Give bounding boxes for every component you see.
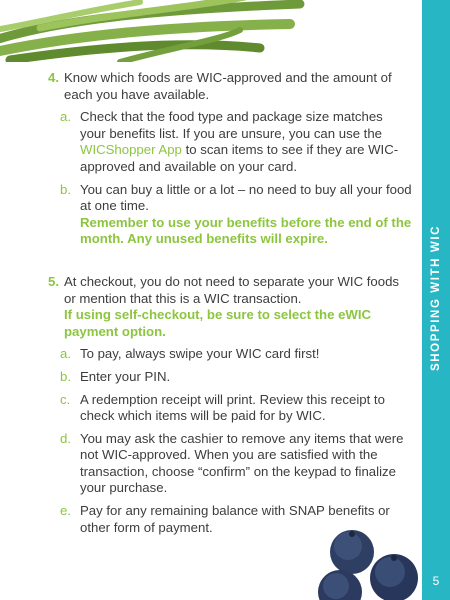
- sub-letter: e.: [60, 503, 71, 519]
- green-beans-image: [0, 0, 310, 62]
- sub-item-d: [48, 431, 412, 497]
- item-number: 5.: [48, 273, 59, 289]
- sub-text: You can buy a little or a lot – no need to buy all your food at one time.: [80, 181, 412, 214]
- sub-letter: a.: [60, 109, 71, 125]
- content: [48, 70, 412, 536]
- wicshopper-app-link[interactable]: WICShopper App: [80, 142, 182, 158]
- sub-item-e: [48, 503, 412, 536]
- item-text: At checkout, you do not need to separate your WIC foods or mention that this is a WIC transaction.: [64, 273, 400, 306]
- page-number: 5: [432, 574, 440, 588]
- sub-text: Pay for any remaining balance with SNAP benefits or other form of payment.: [80, 503, 390, 535]
- sub-text: To pay, always swipe your WIC card first!: [80, 346, 320, 362]
- sub-letter: c.: [60, 391, 71, 407]
- blueberries-image: [314, 526, 422, 600]
- sub-text: to scan items to see if they are WIC-approved and available on your card.: [80, 142, 399, 174]
- sub-letter: a.: [60, 346, 71, 362]
- item-number: 4.: [48, 70, 59, 85]
- self-checkout-note: If using self-checkout, be sure to select the eWIC payment option.: [64, 307, 372, 339]
- benefits-reminder: Remember to use your benefits before the end of the month. Any unused benefits will expire.: [80, 214, 412, 247]
- sub-letter: d.: [60, 430, 71, 446]
- sub-item-a: [48, 109, 412, 175]
- sub-item-a: [48, 346, 412, 363]
- sidebar-title: SHOPPING WITH WIC: [430, 224, 442, 372]
- sub-letter: b.: [60, 368, 71, 384]
- sub-text: Check that the food type and package size matches your benefits list. If you are unsure, you can use the: [80, 109, 383, 141]
- list-item-5: [48, 274, 412, 536]
- sub-text: A redemption receipt will print. Review this receipt to check which items will be paid for by WIC.: [80, 391, 385, 424]
- list-item-4: [48, 70, 412, 248]
- sub-letter: b.: [60, 181, 71, 197]
- item-text: Know which foods are WIC-approved and the amount of each you have available.: [64, 70, 392, 102]
- sub-item-b: [48, 369, 412, 386]
- sub-item-b: [48, 182, 412, 248]
- sidebar: [422, 0, 450, 600]
- sub-text: Enter your PIN.: [80, 368, 171, 384]
- sub-text: You may ask the cashier to remove any items that were not WIC-approved. When you are satisfied with the transaction, choose “confirm” on the keypad to finalize your purchase.: [80, 430, 404, 496]
- sub-item-c: [48, 392, 412, 425]
